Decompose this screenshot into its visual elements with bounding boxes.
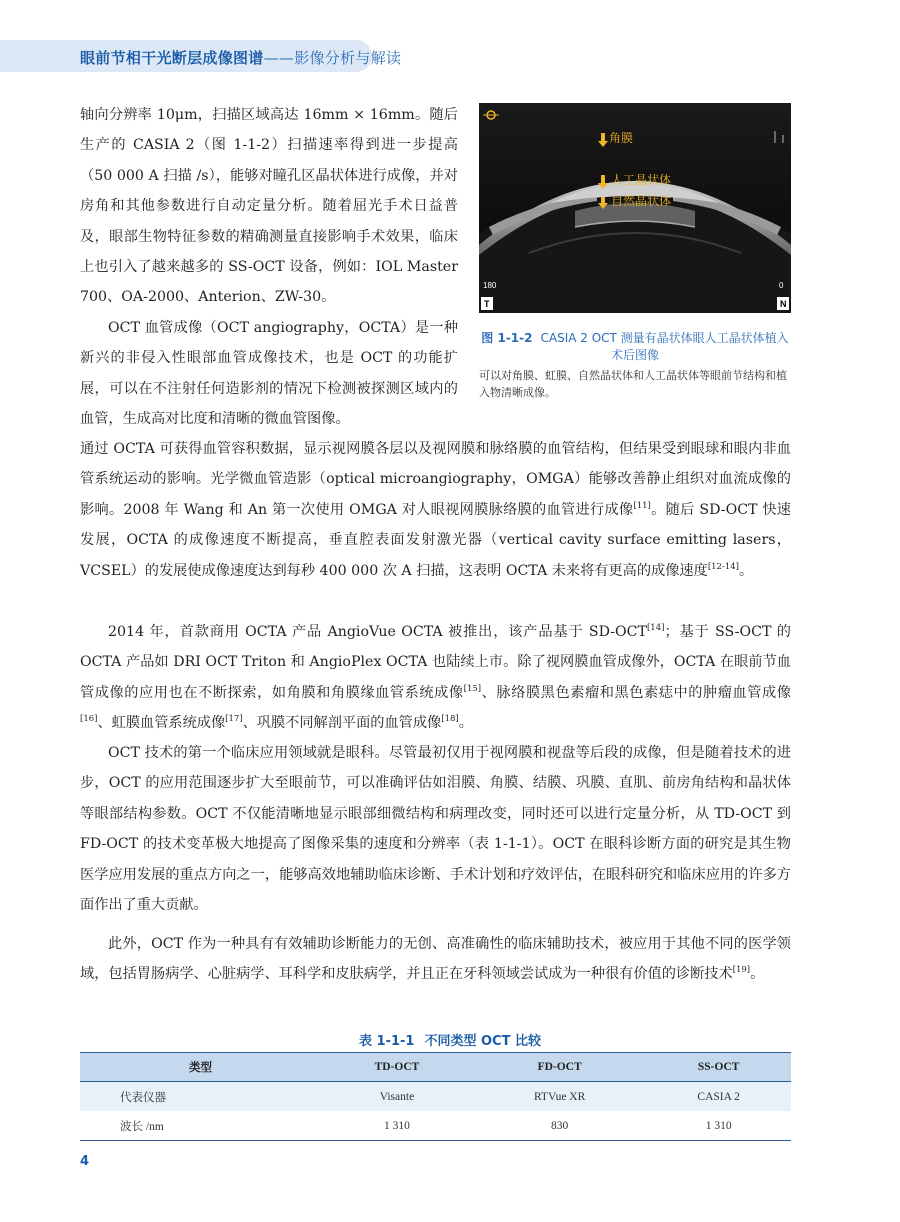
- table-cell: 1 310: [646, 1111, 791, 1141]
- figure-note: 可以对角膜、虹膜、自然晶状体和人工晶状体等眼前节结构和植入物清晰成像。: [479, 369, 787, 399]
- corner-number-right: 0: [779, 281, 784, 290]
- text-run: 、巩膜不同解剖平面的血管成像: [242, 715, 442, 732]
- label-iol: 人工晶状体: [611, 173, 672, 187]
- table-cell: Visante: [321, 1082, 473, 1112]
- citation: [14]: [646, 623, 665, 633]
- table-number: 表 1-1-1: [359, 1034, 415, 1049]
- label-natural-lens: 自然晶状体: [611, 194, 672, 208]
- citation: [12-14]: [707, 561, 739, 572]
- table-cell: CASIA 2: [646, 1082, 791, 1112]
- citation: [16]: [80, 714, 98, 725]
- table-row: [80, 1082, 791, 1112]
- page-number: 4: [80, 1154, 90, 1169]
- text-run: 。: [750, 966, 765, 983]
- text-run: 、脉络膜黑色素瘤和黑色素痣中的肿瘤血管成像: [481, 684, 791, 701]
- text-run: 此外，OCT 作为一种具有有效辅助诊断能力的无创、高准确性的临床辅助技术，被应用于其他不同的医学领域，包括胃肠病学、心脏病学、耳科学和皮肤病学，并且正在牙科领域尝试成为一种很有价值的诊断技术: [80, 936, 791, 983]
- book-subtitle: ——影像分析与解读: [263, 49, 402, 67]
- citation: [17]: [225, 714, 243, 725]
- table-cell: 波长 /nm: [80, 1111, 321, 1141]
- table-cell: RTVue XR: [473, 1082, 646, 1112]
- citation: [18]: [441, 714, 459, 725]
- text-run: 。随后 SD-OCT 快速发展，OCTA 的成像速度不断提高，垂直腔表面发射激光器（vertical cavity surface emitting lasers，VCSEL）的发展使成像速度达到每秒 400 000 次 A 扫描，这表明 OCTA 未来将有更高的成像速度: [80, 501, 791, 579]
- body-paragraph-5: [80, 929, 791, 990]
- figure-number: 图 1-1-2: [481, 331, 533, 345]
- text-run: 。: [738, 562, 754, 579]
- header-cell: SS-OCT: [646, 1053, 791, 1082]
- header-cell: 类型: [80, 1053, 321, 1082]
- text-run: 2014 年，首款商用 OCTA 产品 AngioVue OCTA 被推出，该产品基于 SD-OCT: [108, 624, 647, 640]
- header-cell: FD-OCT: [473, 1053, 646, 1082]
- figure-caption: [479, 330, 791, 364]
- body-paragraph-1: 轴向分辨率 10μm，扫描区域高达 16mm × 16mm。随后生产的 CASIA 2（图 1-1-2）扫描速率得到进一步提高（50 000 A 扫描 /s），能够对瞳孔区晶状体进行成像，并对房角和其他参数进行自动定量分析。随着屈光手术日益普及，眼部生物特征参数的精确测量直接影响手术效果，临床上也引入了越来越多的 SS-OCT 设备，例如：IOL Master 700、OA-2000、Anterion、ZW-30。: [80, 107, 458, 306]
- table-header-row: [80, 1053, 791, 1082]
- table-title: [0, 1030, 900, 1049]
- oct-comparison-table: [80, 1052, 791, 1141]
- table-cell: 1 310: [321, 1111, 473, 1141]
- corner-letter-left: T: [484, 299, 490, 309]
- citation: [11]: [633, 500, 651, 511]
- figure-caption-text: CASIA 2 OCT 测量有晶状体眼人工晶状体植入术后图像: [540, 331, 789, 362]
- text-run: ；基于 SS-OCT 的 OCTA 产品如 DRI OCT Triton 和 AngioPlex OCTA 也陆续上市。除了视网膜血管成像外，OCTA 在眼前节血管成像的应用也在不断探索，如角膜和角膜缘血管系统成像: [80, 624, 791, 701]
- corner-letter-right: N: [780, 299, 787, 309]
- label-cornea: 角膜: [609, 131, 634, 145]
- book-title: 眼前节相干光断层成像图谱: [80, 49, 264, 67]
- corner-number-left: 180: [483, 281, 497, 290]
- body-paragraph-2-continued: [80, 434, 791, 586]
- body-paragraph-2: OCT 血管成像（OCT angiography，OCTA）是一种新兴的非侵入性眼部血管成像技术，也是 OCT 的功能扩展，可以在不注射任何造影剂的情况下检测被探测区域内的血管，生成高对比度和清晰的微血管图像。: [80, 320, 458, 428]
- body-paragraph-3: [80, 617, 791, 739]
- citation: [15]: [463, 683, 482, 694]
- text-run: 通过 OCTA 可获得血管容积数据，显示视网膜各层以及视网膜和脉络膜的血管结构，但结果受到眼球和眼内非血管系统运动的影响。光学微血管造影（optical microangiography，OMGA）能够改善静止组织对血流成像的影响。2008 年 Wang 和 An 第一次使用 OMGA 对人眼视网膜脉络膜的血管进行成像: [80, 441, 791, 518]
- table-cell: 代表仪器: [80, 1082, 321, 1112]
- text-run: 、虹膜血管系统成像: [97, 715, 226, 732]
- running-header: [80, 47, 401, 68]
- body-paragraph-4: OCT 技术的第一个临床应用领域就是眼科。尽管最初仅用于视网膜和视盘等后段的成像，但是随着技术的进步，OCT 的应用范围逐步扩大至眼前节，可以准确评估如泪膜、角膜、结膜、巩膜、直肌、前房角结构和晶状体等眼部结构参数。OCT 不仅能清晰地显示眼部细微结构和病理改变，同时还可以进行定量分析，从 TD-OCT 到 FD-OCT 的技术变革极大地提高了图像采集的速度和分辨率（表 1-1-1）。OCT 在眼科诊断方面的研究是其生物医学应用发展的重点方向之一，能够高效地辅助临床诊断、手术计划和疗效评估，在眼科研究和临床应用的许多方面作出了重大贡献。: [80, 745, 791, 914]
- text-run: 。: [458, 715, 473, 732]
- table-cell: 830: [473, 1111, 646, 1141]
- header-cell: TD-OCT: [321, 1053, 473, 1082]
- table-title-text: 不同类型 OCT 比较: [424, 1034, 541, 1049]
- oct-figure: [479, 103, 791, 313]
- table-row: [80, 1111, 791, 1141]
- citation: [19]: [732, 965, 751, 976]
